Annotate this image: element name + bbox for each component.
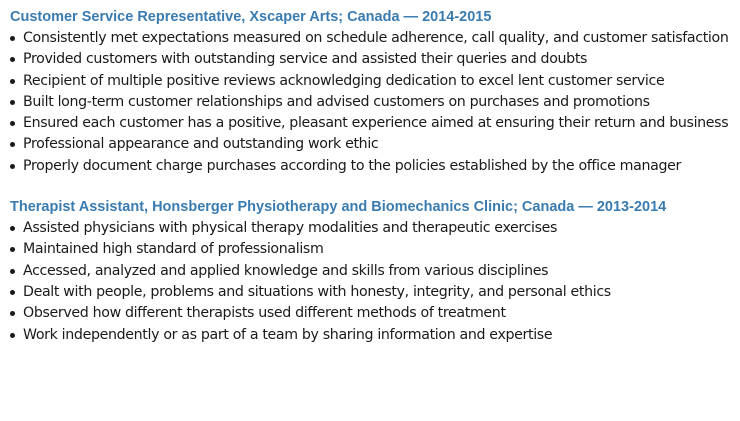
duty-item: Provided customers with outstanding service and assisted their queries and doubts <box>10 49 738 70</box>
duty-item: Properly document charge purchases according to the policies established by the office manager <box>10 156 738 177</box>
duty-item: Built long-term customer relationships and advised customers on purchases and promotions <box>10 92 738 113</box>
job-duties-list <box>10 28 738 177</box>
duty-item: Observed how different therapists used different methods of treatment <box>10 303 738 324</box>
duty-item: Assisted physicians with physical therapy modalities and therapeutic exercises <box>10 218 738 239</box>
job-duties-list <box>10 218 738 346</box>
duty-item: Professional appearance and outstanding work ethic <box>10 134 738 155</box>
job-title: Therapist Assistant, Honsberger Physiotherapy and Biomechanics Clinic; Canada — 2013-2014 <box>10 199 667 216</box>
duty-item: Accessed, analyzed and applied knowledge and skills from various disciplines <box>10 261 738 282</box>
job-entry-customer-service <box>10 7 738 177</box>
duty-item: Consistently met expectations measured on schedule adherence, call quality, and customer satisfaction <box>10 28 738 49</box>
resume-experience-section <box>10 7 738 346</box>
job-entry-therapist-assistant <box>10 197 738 346</box>
duty-item: Dealt with people, problems and situations with honesty, integrity, and personal ethics <box>10 282 738 303</box>
duty-item: Maintained high standard of professionalism <box>10 239 738 260</box>
duty-item: Work independently or as part of a team by sharing information and expertise <box>10 325 738 346</box>
duty-item: Recipient of multiple positive reviews acknowledging dedication to excel lent customer service <box>10 71 738 92</box>
duty-item: Ensured each customer has a positive, pleasant experience aimed at ensuring their return and business <box>10 113 738 134</box>
job-title: Customer Service Representative, Xscaper Arts; Canada — 2014-2015 <box>10 9 492 25</box>
